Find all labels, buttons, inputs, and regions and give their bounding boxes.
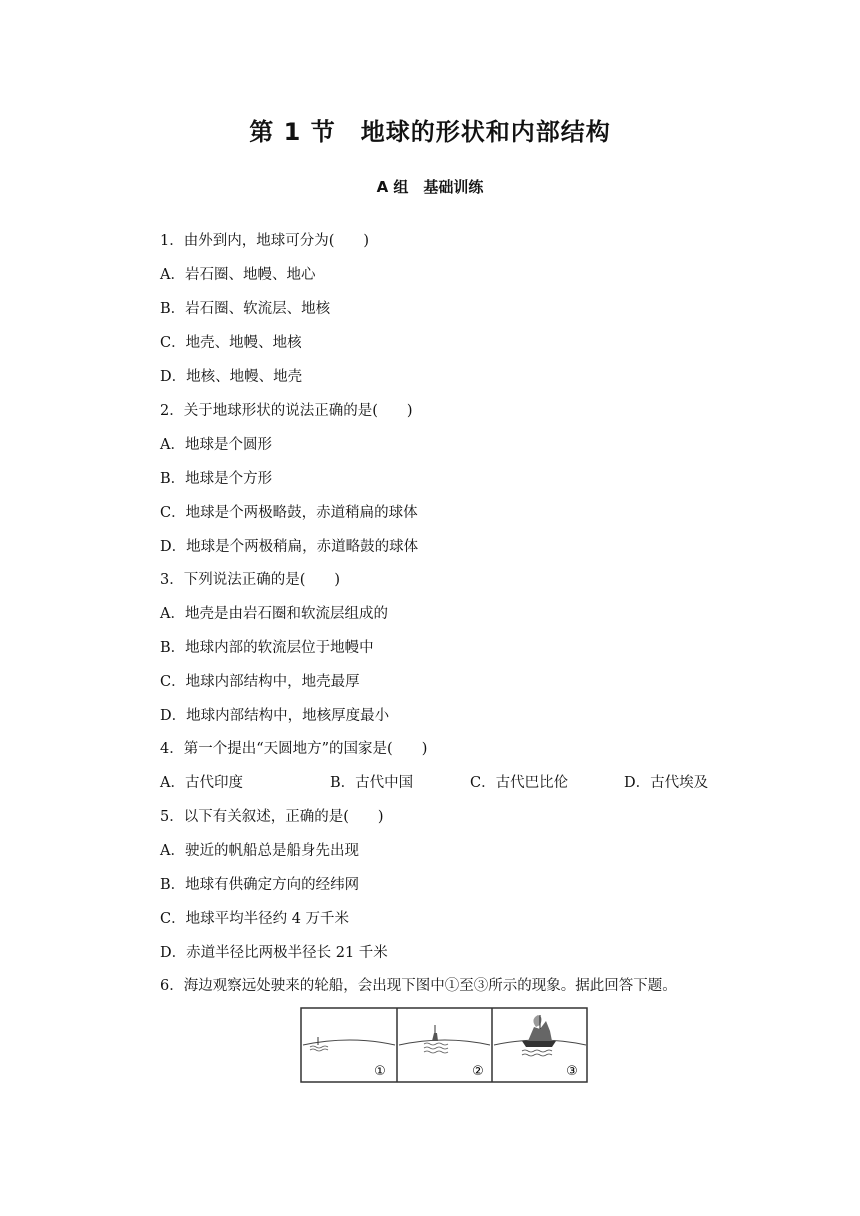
question-2-option-d: D．地球是个两极稍扁，赤道略鼓的球体 [160,539,419,555]
question-5-option-b: B．地球有供确定方向的经纬网 [160,877,360,893]
panel-label-3: ③ [566,1064,578,1079]
section-subtitle: A 组 基础训练 [376,178,484,196]
question-6-stem: 6．海边观察远处驶来的轮船，会出现下图中①至③所示的现象。据此回答下题。 [160,978,677,994]
question-3-option-d: D．地球内部结构中，地核厚度最小 [160,708,390,724]
question-3-option-c: C．地球内部结构中，地壳最厚 [160,674,360,690]
question-3-stem: 3．下列说法正确的是( ) [160,572,341,588]
question-4-stem: 4．第一个提出“天圆地方”的国家是( ) [160,741,428,757]
question-4-option-b: B．古代中国 [330,775,414,791]
question-2-option-c: C．地球是个两极略鼓，赤道稍扁的球体 [160,505,418,521]
question-2-option-b: B．地球是个方形 [160,471,273,487]
question-4-option-d: D．古代埃及 [624,775,709,791]
panel-label-2: ② [472,1064,484,1079]
question-4-option-c: C．古代巴比伦 [470,775,569,791]
question-1-option-a: A．岩石圈、地幔、地心 [160,267,316,283]
question-5-option-a: A．驶近的帆船总是船身先出现 [160,843,359,859]
page-title: 第 1 节 地球的形状和内部结构 [249,118,611,146]
question-4-option-a: A．古代印度 [160,775,243,791]
question-1-option-d: D．地核、地幔、地壳 [160,369,303,385]
ship-hull [522,1041,556,1047]
question-3-option-b: B．地球内部的软流层位于地幔中 [160,640,374,656]
question-3-option-a: A．地壳是由岩石圈和软流层组成的 [160,606,388,622]
question-2-stem: 2．关于地球形状的说法正确的是( ) [160,403,413,419]
ship-approach-figure [300,1007,588,1083]
question-1-stem: 1．由外到内，地球可分为( ) [160,233,370,249]
question-5-option-c: C．地球平均半径约 4 万千米 [160,911,350,927]
question-1-option-b: B．岩石圈、软流层、地核 [160,301,331,317]
question-5-option-d: D．赤道半径比两极半径长 21 千米 [160,945,388,961]
question-5-stem: 5．以下有关叙述，正确的是( ) [160,809,384,825]
question-1-option-c: C．地壳、地幔、地核 [160,335,302,351]
question-2-option-a: A．地球是个圆形 [160,437,272,453]
panel-label-1: ① [374,1064,386,1079]
